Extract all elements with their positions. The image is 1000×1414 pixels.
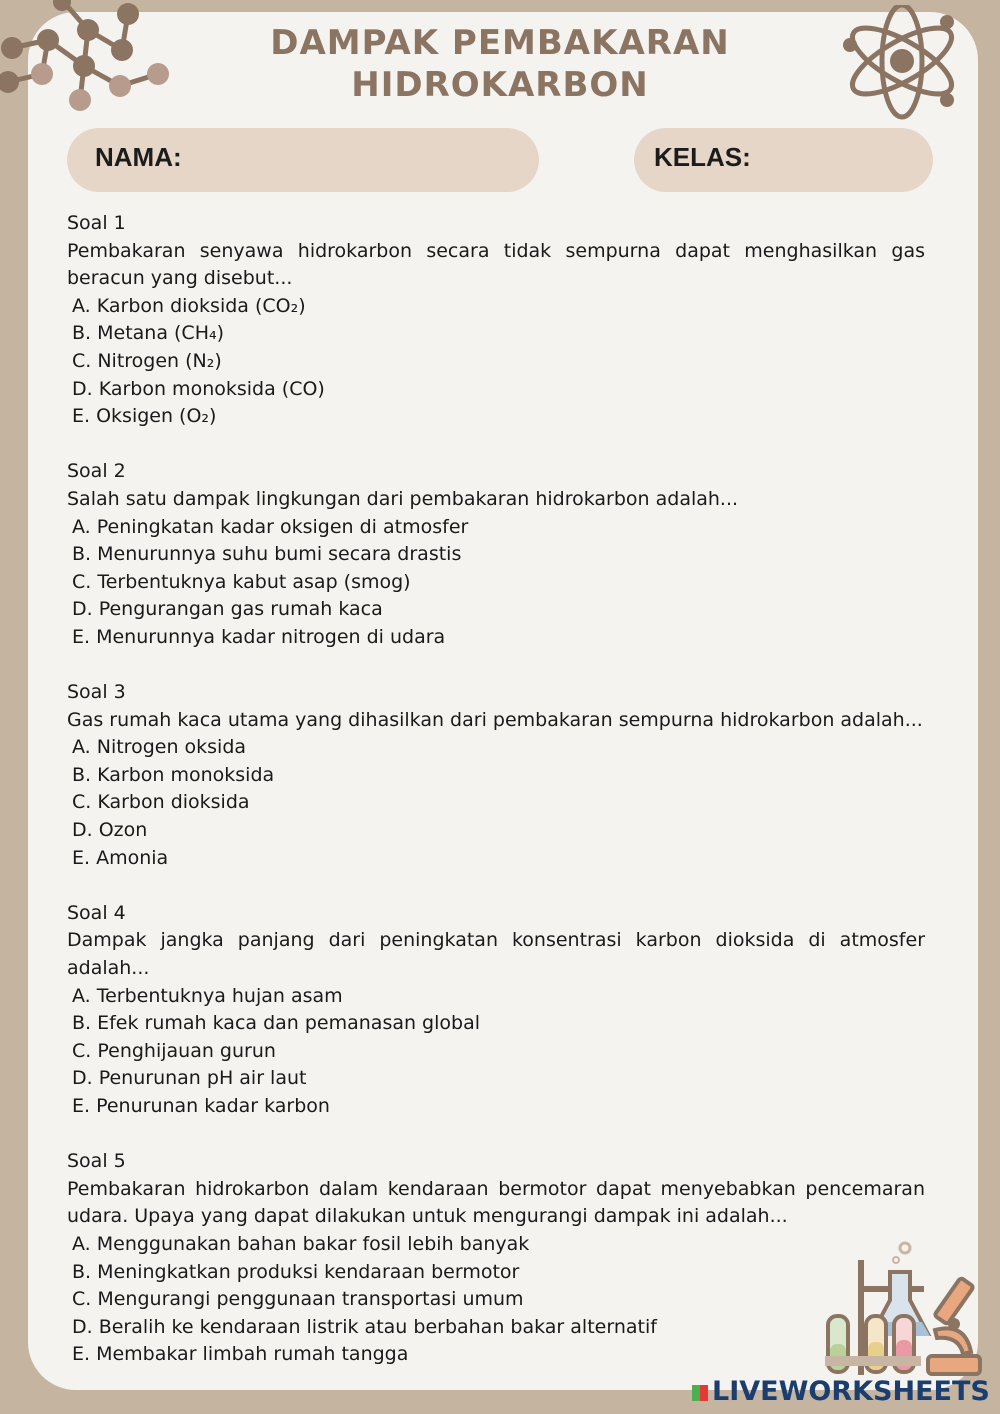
answer-option[interactable]: E. Membakar limbah rumah tangga	[72, 1343, 409, 1366]
question-stem: Dampak jangka panjang dari peningkatan konsentrasi karbon dioksida di atmosfer adalah...	[67, 929, 925, 980]
answer-option[interactable]: E. Menurunnya kadar nitrogen di udara	[72, 625, 446, 648]
liveworksheets-watermark	[692, 1376, 990, 1407]
answer-option[interactable]: D. Pengurangan gas rumah kaca	[72, 598, 383, 621]
question-stem: Gas rumah kaca utama yang dihasilkan dari pembakaran sempurna hidrokarbon adalah...	[67, 708, 923, 731]
answer-option[interactable]: A. Karbon dioksida (CO₂)	[72, 294, 306, 317]
question-number: Soal 2	[67, 460, 126, 483]
nama-label: NAMA:	[95, 142, 182, 172]
question-number: Soal 5	[67, 1150, 126, 1173]
answer-option[interactable]: E. Penurunan kadar karbon	[72, 1095, 330, 1117]
nama-input[interactable]	[197, 140, 521, 182]
question-stem: Salah satu dampak lingkungan dari pembakaran hidrokarbon adalah...	[67, 487, 739, 510]
answer-option[interactable]: D. Penurunan pH air laut	[72, 1067, 307, 1090]
kelas-input[interactable]	[759, 140, 923, 182]
answer-option[interactable]: B. Menurunnya suhu bumi secara drastis	[72, 543, 462, 566]
question-1	[67, 210, 925, 431]
answer-option[interactable]: B. Meningkatkan produksi kendaraan bermotor	[72, 1260, 520, 1283]
question-2	[67, 458, 925, 651]
question-number: Soal 1	[67, 212, 126, 234]
question-list	[67, 210, 925, 1397]
answer-option[interactable]: C. Karbon dioksida	[72, 791, 250, 814]
kelas-field	[634, 128, 933, 192]
answer-option[interactable]: A. Nitrogen oksida	[72, 736, 247, 759]
answer-option[interactable]: D. Karbon monoksida (CO)	[72, 377, 325, 400]
lab-equipment-icon	[820, 1238, 992, 1380]
answer-option[interactable]: A. Menggunakan bahan bakar fosil lebih banyak	[72, 1232, 530, 1255]
answer-option[interactable]: D. Ozon	[72, 819, 148, 842]
answer-option[interactable]: E. Amonia	[72, 846, 169, 869]
title-line-1: DAMPAK PEMBAKARAN	[270, 23, 730, 63]
answer-option[interactable]: B. Metana (CH₄)	[72, 322, 225, 345]
answer-option[interactable]: C. Terbentuknya kabut asap (smog)	[72, 570, 411, 593]
liveworksheets-logo-icon	[692, 1385, 708, 1401]
watermark-text: LIVEWORKSHEETS	[712, 1376, 990, 1407]
question-number: Soal 3	[67, 681, 126, 704]
answer-option[interactable]: C. Mengurangi penggunaan transportasi umum	[72, 1288, 524, 1311]
answer-option[interactable]: A. Peningkatan kadar oksigen di atmosfer	[72, 515, 469, 538]
page-title	[0, 22, 1000, 106]
title-line-2: HIDROKARBON	[351, 65, 649, 105]
answer-option[interactable]: B. Efek rumah kaca dan pemanasan global	[72, 1012, 481, 1035]
answer-option[interactable]: C. Nitrogen (N₂)	[72, 349, 222, 372]
question-4	[67, 900, 925, 1121]
question-3	[67, 679, 925, 872]
answer-option[interactable]: A. Terbentuknya hujan asam	[72, 984, 343, 1007]
question-stem: Pembakaran hidrokarbon dalam kendaraan bermotor dapat menyebabkan pencemaran udara. Upaya yang dapat dilakukan untuk mengurangi dampak ini adalah...	[67, 1177, 925, 1228]
answer-option[interactable]: C. Penghijauan gurun	[72, 1039, 276, 1062]
kelas-label: KELAS:	[654, 142, 751, 172]
nama-field	[67, 128, 539, 192]
question-number: Soal 4	[67, 901, 126, 924]
answer-option[interactable]: E. Oksigen (O₂)	[72, 405, 217, 428]
answer-option[interactable]: B. Karbon monoksida	[72, 763, 275, 786]
question-stem: Pembakaran senyawa hidrokarbon secara tidak sempurna dapat menghasilkan gas beracun yang disebut...	[67, 239, 925, 290]
question-5	[67, 1148, 925, 1369]
answer-option[interactable]: D. Beralih ke kendaraan listrik atau berbahan bakar alternatif	[72, 1315, 657, 1338]
